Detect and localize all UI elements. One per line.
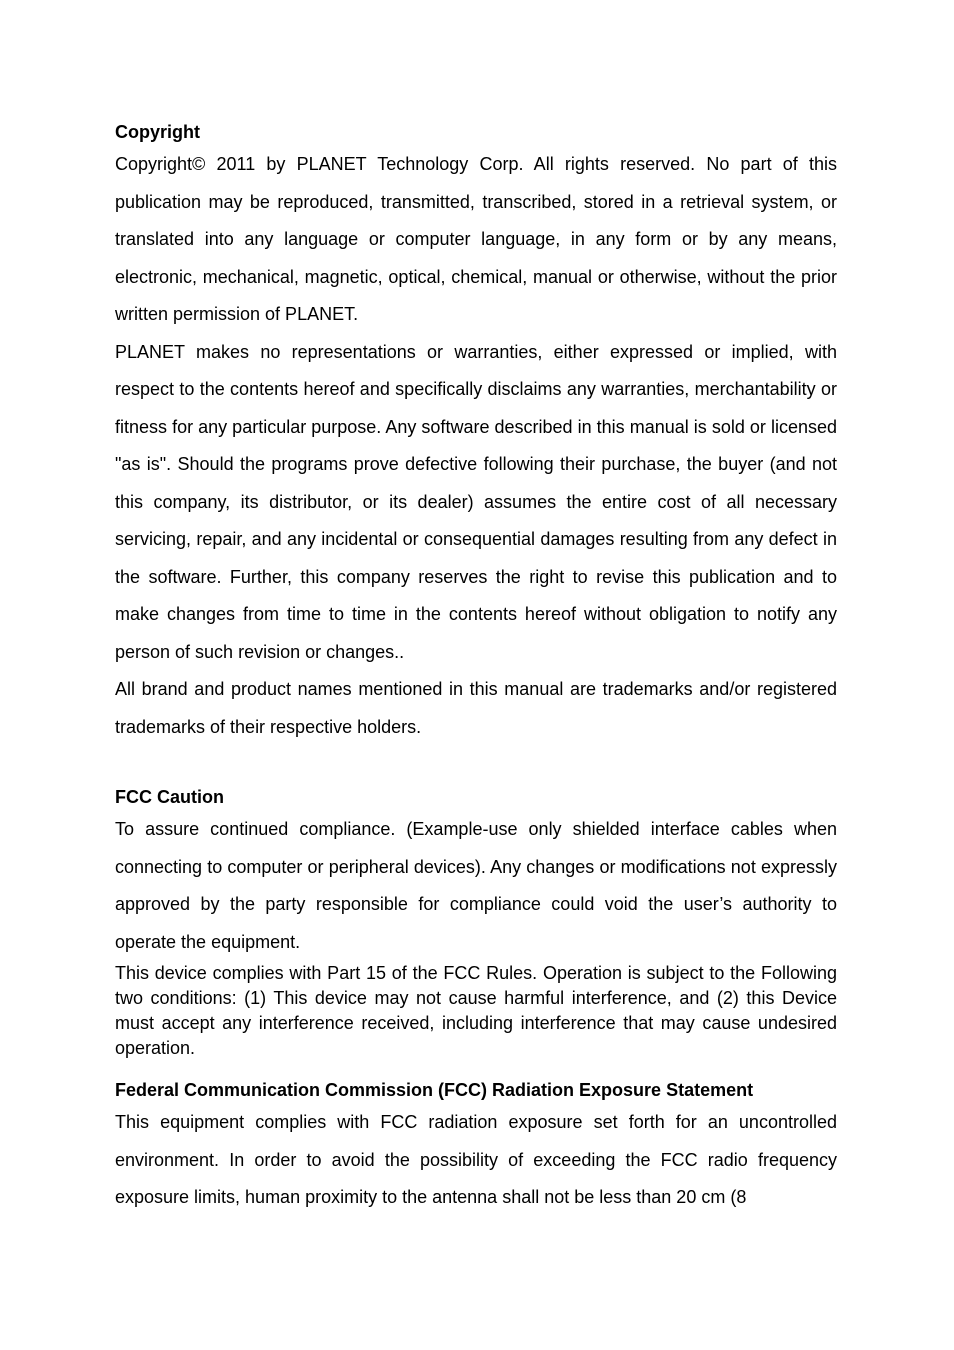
copyright-paragraph-2: PLANET makes no representations or warranties, either expressed or implied, with respect to the contents hereof and specifically disclaims any warranties, merchantability or fitness for any particular purpose. Any software described in this manual is sold or licensed "as is". Should the programs prove defective following their purchase, the buyer (and not this company, its distributor, or its dealer) assumes the entire cost of all necessary servicing, repair, and any incidental or consequential damages resulting from any defect in the software. Further, this company reserves the right to revise this publication and to make changes from time to time in the contents hereof without obligation to notify any person of such revision or changes.. bbox=[115, 341, 837, 662]
fcc-caution-paragraph-1: To assure continued compliance. (Example-use only shielded interface cables when connecting to computer or peripheral devices). Any changes or modifications not expressly approved by the party responsible for compliance could void the user’s authority to operate the equipment. bbox=[115, 819, 837, 952]
radiation-paragraph: This equipment complies with FCC radiation exposure set forth for an uncontrolled environment. In order to avoid the possibility of exceeding the FCC radio frequency exposure limits, human proximity to the antenna shall not be less than 20 cm (8 bbox=[115, 1112, 837, 1207]
radiation-section bbox=[115, 1076, 837, 1217]
document-page bbox=[115, 118, 837, 1217]
copyright-section bbox=[115, 118, 837, 746]
radiation-heading: Federal Communication Commission (FCC) Radiation Exposure Statement bbox=[115, 1080, 754, 1100]
copyright-paragraph-1: Copyright© 2011 by PLANET Technology Corp. All rights reserved. No part of this publication may be reproduced, transmitted, transcribed, stored in a retrieval system, or translated into any language or computer language, in any form or by any means, electronic, mechanical, magnetic, optical, chemical, manual or otherwise, without the prior written permission of PLANET. bbox=[115, 154, 837, 324]
section-spacer bbox=[115, 746, 837, 783]
fcc-caution-section bbox=[115, 783, 837, 1061]
copyright-heading: Copyright bbox=[115, 122, 200, 142]
copyright-paragraph-3: All brand and product names mentioned in this manual are trademarks and/or registered trademarks of their respective holders. bbox=[115, 679, 837, 737]
fcc-caution-heading: FCC Caution bbox=[115, 787, 224, 807]
section-spacer bbox=[115, 1061, 837, 1076]
fcc-caution-paragraph-2: This device complies with Part 15 of the FCC Rules. Operation is subject to the Following two conditions: (1) This device may not cause harmful interference, and (2) this Device must accept any interference received, including interference that may cause undesired operation. bbox=[115, 963, 837, 1058]
